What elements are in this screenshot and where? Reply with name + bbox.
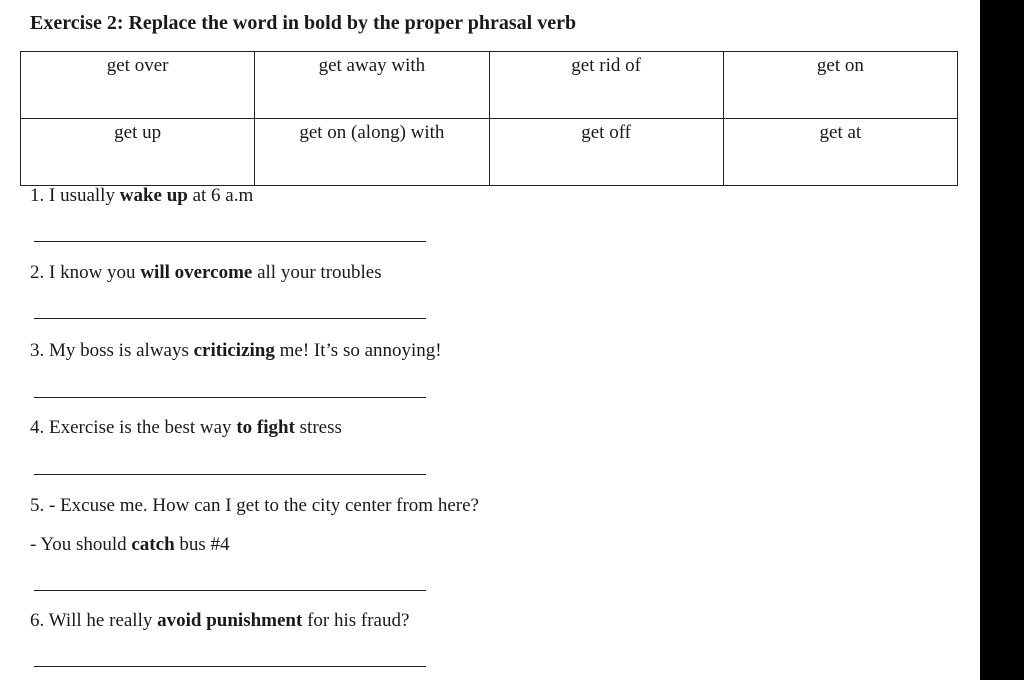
answer-line-6[interactable] [34,666,426,667]
question-number: 5. [30,495,45,516]
table-row [21,119,958,186]
question-text: My boss is always [49,340,189,361]
question-2 [30,262,382,284]
answer-line-4[interactable] [34,474,426,475]
answer-line-2[interactable] [34,318,426,319]
answer-line-3[interactable] [34,397,426,398]
question-1 [30,185,253,207]
table-cell: get away with [255,52,489,119]
question-5 [30,495,479,517]
question-text: I know you [49,262,136,283]
question-text: stress [299,417,342,438]
question-3 [30,340,442,362]
question-text: I usually [49,185,115,206]
table-cell: get on [723,52,957,119]
question-4 [30,417,342,439]
question-text: all your troubles [257,262,382,283]
answer-line-1[interactable] [34,241,426,242]
question-text: - Excuse me. How can I get to the city center from here? [49,495,479,516]
question-number: 3. [30,340,45,361]
bold-phrase: will overcome [140,262,253,283]
question-text: for his fraud? [307,610,410,631]
question-text: bus #4 [179,534,230,555]
question-number: 4. [30,417,45,438]
bold-phrase: criticizing [193,340,275,361]
table-cell: get up [21,119,255,186]
question-number: 1. [30,185,45,206]
question-number: 2. [30,262,45,283]
bold-phrase: wake up [119,185,188,206]
table-cell: get off [489,119,723,186]
table-row [21,52,958,119]
exercise-title: Exercise 2: Replace the word in bold by the proper phrasal verb [30,12,577,34]
question-text: me! It’s so annoying! [279,340,442,361]
question-number: 6. [30,610,45,631]
bold-phrase: catch [131,534,175,555]
phrasal-verb-table [20,51,958,186]
table-cell: get at [723,119,957,186]
black-border [980,0,1024,680]
question-6 [30,610,409,632]
bold-phrase: to fight [236,417,295,438]
table-cell: get over [21,52,255,119]
question-text: at 6 a.m [192,185,254,206]
table-cell: get rid of [489,52,723,119]
question-text: - You should [30,534,127,555]
answer-line-5[interactable] [34,590,426,591]
question-5-reply [30,534,230,556]
bold-phrase: avoid punishment [157,610,303,631]
question-text: Will he really [48,610,153,631]
question-text: Exercise is the best way [49,417,232,438]
table-cell: get on (along) with [255,119,489,186]
